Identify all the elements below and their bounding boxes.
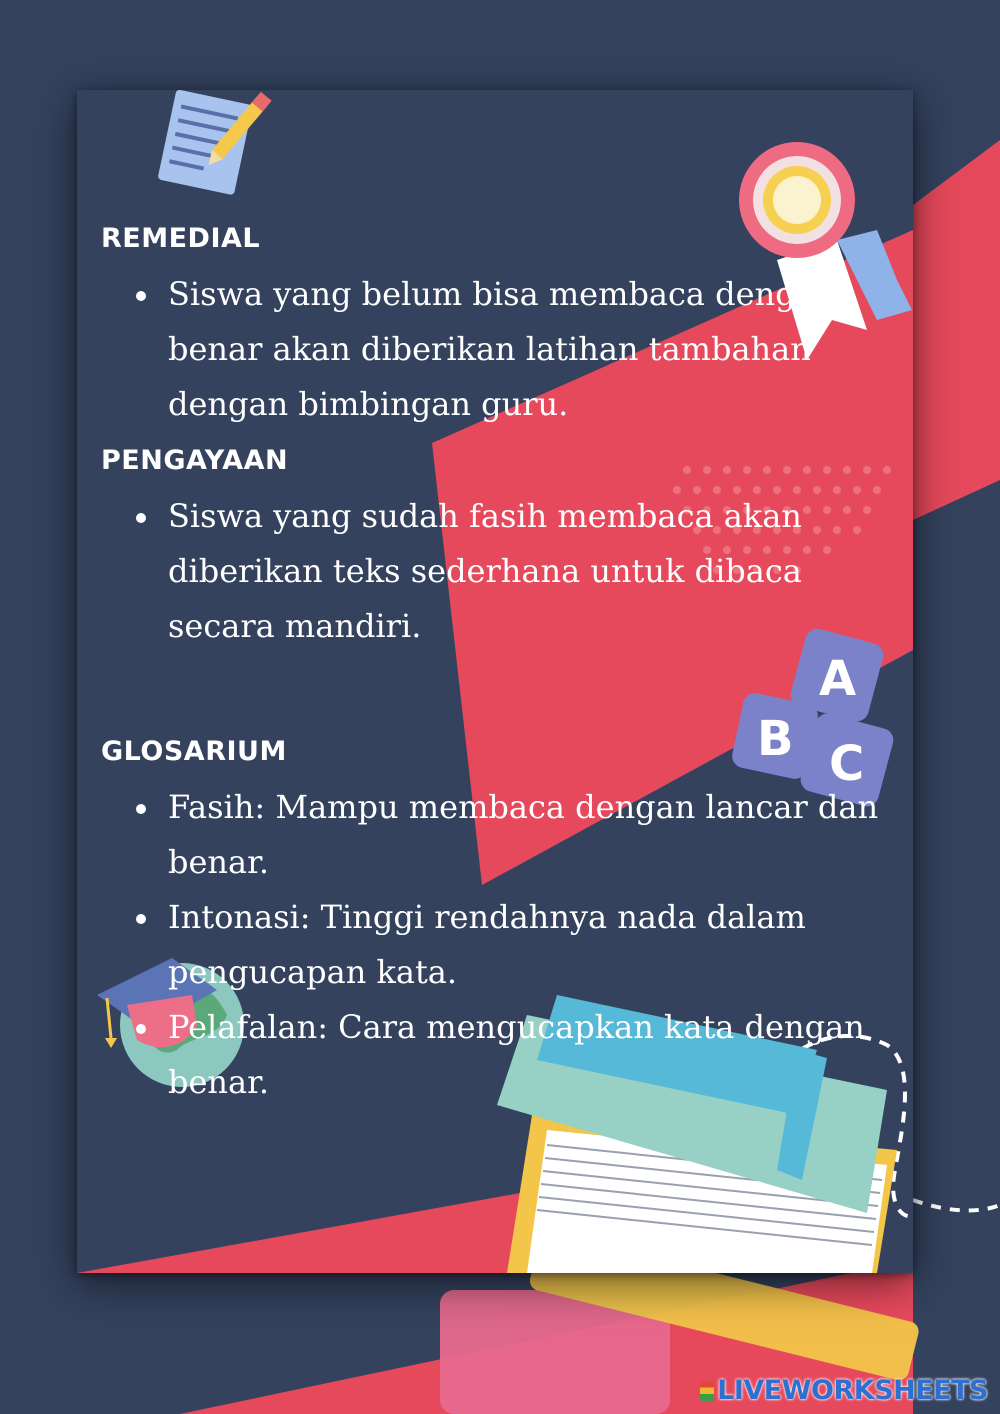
list-item-text: Fasih: Mampu membaca dengan lancar dan benar. xyxy=(168,788,879,881)
list-item xyxy=(168,1000,908,1110)
remedial-list xyxy=(130,267,908,432)
section-heading-pengayaan: PENGAYAAN xyxy=(101,445,289,476)
liveworksheets-logo[interactable] xyxy=(700,1375,988,1406)
list-item-text: Siswa yang belum bisa membaca dengan benar akan diberikan latihan tambahan dengan bimbingan guru. xyxy=(168,275,836,423)
background-dashed-path xyxy=(913,1200,1000,1210)
section-heading-glosarium: GLOSARIUM xyxy=(101,736,287,767)
list-item xyxy=(168,489,908,654)
bullet-icon xyxy=(136,804,146,814)
svg-text:A: A xyxy=(819,651,857,707)
section-heading-remedial: REMEDIAL xyxy=(101,223,261,254)
list-item-text: Siswa yang sudah fasih membaca akan diberikan teks sederhana untuk dibaca secara mandiri. xyxy=(168,497,802,645)
list-item xyxy=(168,267,908,432)
list-item-text: Pelafalan: Cara mengucapkan kata dengan benar. xyxy=(168,1008,865,1101)
svg-text:B: B xyxy=(757,711,794,767)
glosarium-list xyxy=(130,780,908,1110)
paper-pencil-icon xyxy=(157,90,252,195)
bullet-icon xyxy=(136,914,146,924)
watermark-text: LIVEWORKSHEETS xyxy=(717,1375,988,1406)
bullet-icon xyxy=(136,513,146,523)
list-item xyxy=(168,780,908,890)
list-item-text: Intonasi: Tinggi rendahnya nada dalam pengucapan kata. xyxy=(168,898,806,991)
bullet-icon xyxy=(136,291,146,301)
live-badge-icon xyxy=(700,1381,714,1401)
svg-text:C: C xyxy=(829,736,865,792)
background-red-shape xyxy=(913,140,1000,520)
bullet-icon xyxy=(136,1024,146,1034)
list-item xyxy=(168,890,908,1000)
worksheet-card xyxy=(77,90,913,1273)
pengayaan-list xyxy=(130,489,908,654)
